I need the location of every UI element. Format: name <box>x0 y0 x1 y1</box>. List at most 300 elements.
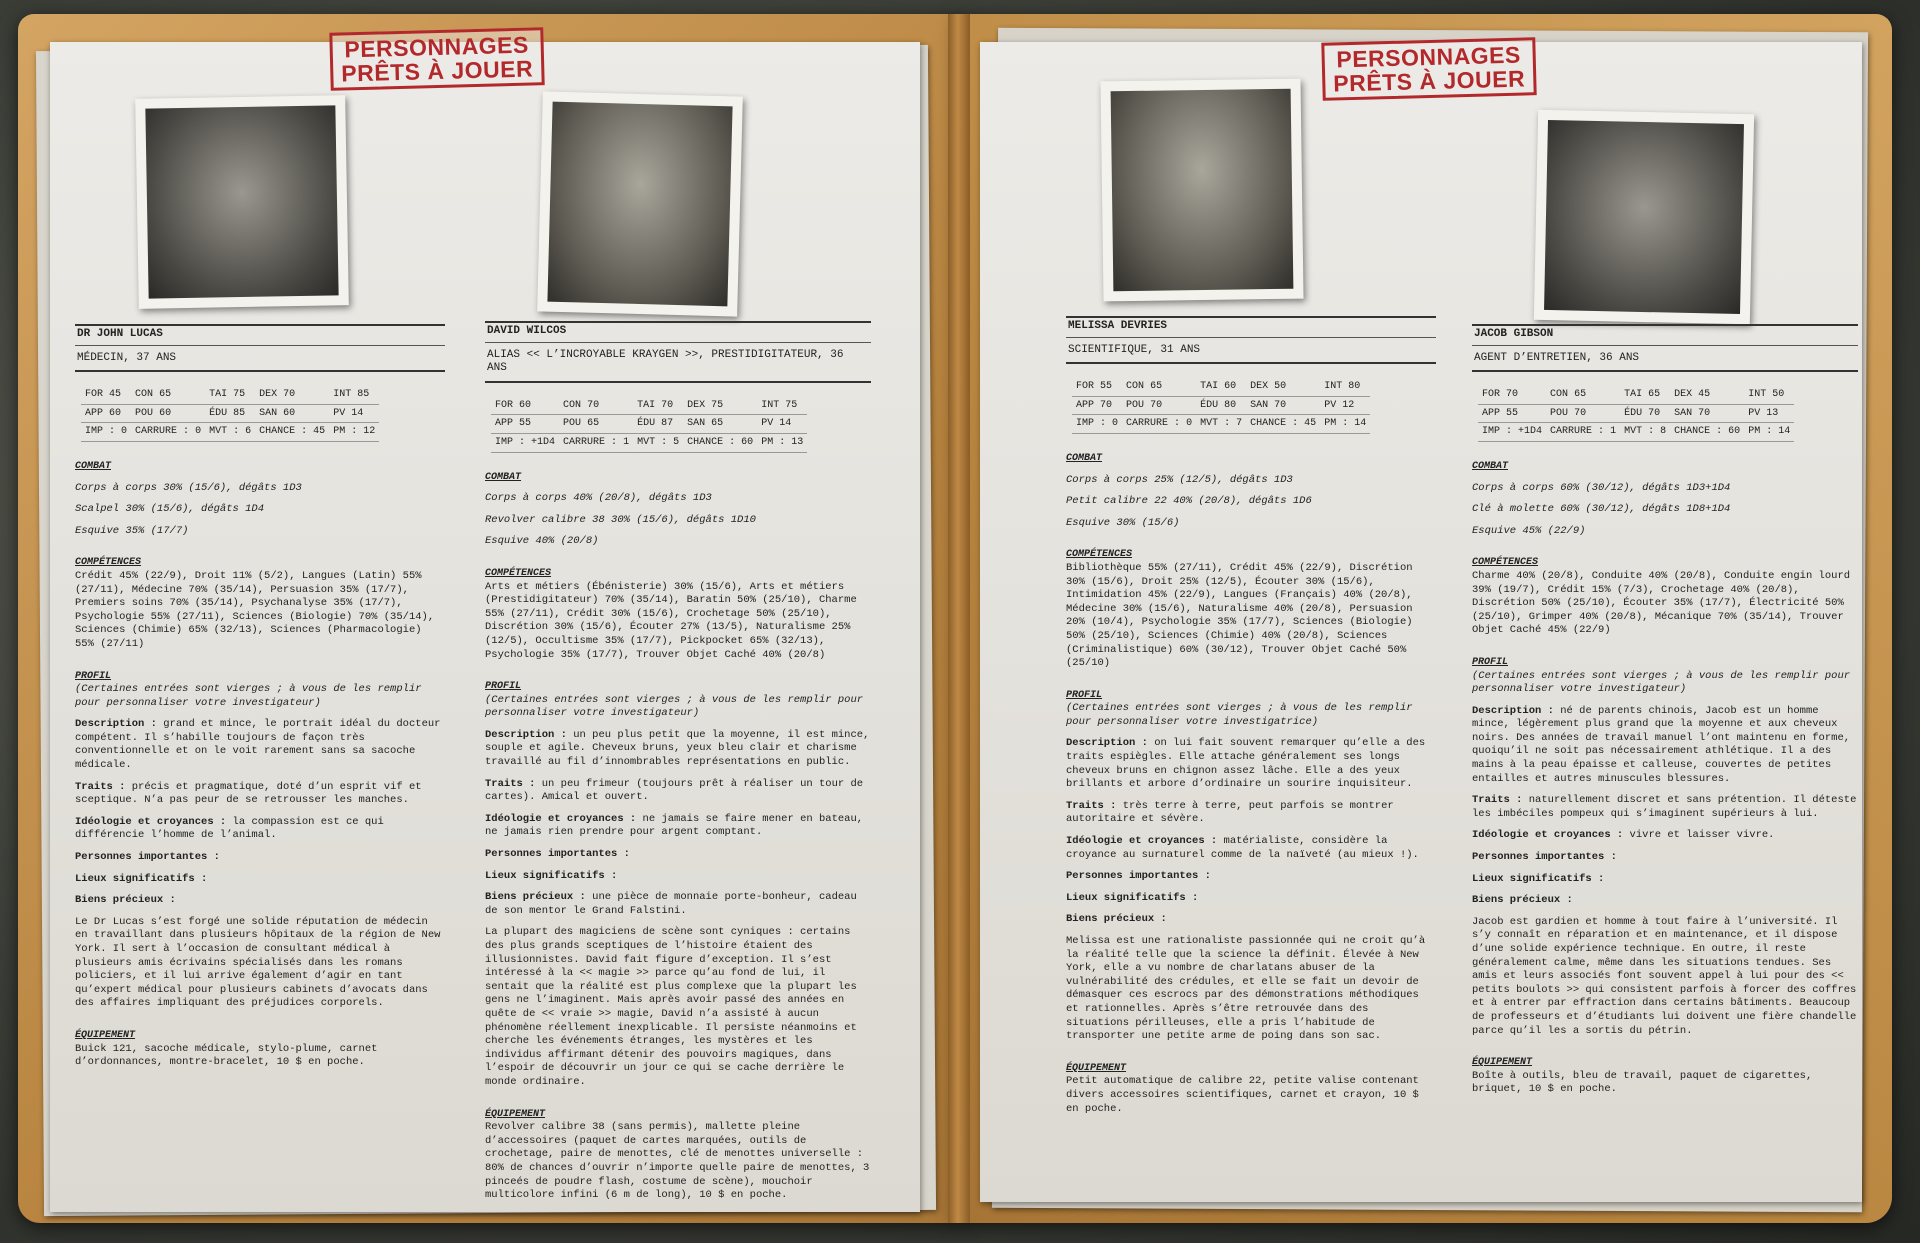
profile-field-ideologie <box>1066 835 1436 862</box>
profile-note: (Certaines entrées sont vierges ; à vous de les remplir pour personnaliser votre investigateur) <box>485 693 864 720</box>
stamp-line: PERSONNAGES <box>1336 41 1522 73</box>
stat-cell <box>329 423 379 442</box>
profile-label: Lieux significatifs : <box>485 869 618 882</box>
section-heading-competences: COMPÉTENCES <box>75 557 142 569</box>
stat-cell <box>757 433 807 452</box>
stamp-line: PRÊTS À JOUER <box>1333 65 1526 97</box>
stat-value: 65 <box>587 418 600 430</box>
profile-field-personnes <box>485 848 871 862</box>
section-heading-combat: COMBAT <box>75 460 112 472</box>
stat-value: 13 <box>1766 407 1779 419</box>
combat-line: Petit calibre 22 40% (20/8), dégâts 1D6 <box>1066 495 1312 508</box>
stat-cell <box>1478 386 1546 404</box>
stat-label: MVT : <box>637 436 668 448</box>
stat-label: APP <box>1482 407 1501 419</box>
stat-value: +1D4 <box>531 436 556 448</box>
stat-cell <box>131 423 205 442</box>
stat-value: 50 <box>1274 381 1287 393</box>
stat-cell <box>329 404 379 423</box>
stats-row <box>491 415 807 434</box>
stat-value: 70 <box>1150 399 1163 411</box>
stat-value: 65 <box>1648 389 1661 401</box>
stat-label: POU <box>563 418 582 430</box>
stat-cell <box>1620 386 1670 404</box>
stat-value: 55 <box>1100 381 1113 393</box>
stat-value: 55 <box>519 418 532 430</box>
stat-value: 75 <box>233 389 246 401</box>
stat-label: INT <box>1324 381 1343 393</box>
stats-row <box>1072 378 1370 396</box>
stat-label: CON <box>1550 389 1569 401</box>
stat-label: DEX <box>259 389 278 401</box>
stat-label: ÉDU <box>1624 407 1643 419</box>
profile-label: Idéologie et croyances : <box>1472 829 1624 842</box>
stat-cell <box>1122 415 1196 434</box>
stat-value: 55 <box>1506 407 1519 419</box>
profile-value: une pièce de monnaie porte-bonheur, cadeau de son mentor le Grand Falstini. <box>485 891 857 917</box>
profile-value: on lui fait souvent remarquer qu’elle a des traits espiègles. Elle attache généralement ses longs cheveux bruns en chignon assez lâche. Elle a des yeux brillants et arbore d’ordinaire un sourire inquisiteur. <box>1066 737 1426 791</box>
combat-line: Esquive 35% (17/7) <box>75 524 189 537</box>
portrait-image <box>547 102 732 307</box>
portrait-photo <box>135 95 349 309</box>
profile-label: Description : <box>485 728 567 741</box>
profile-field-personnes <box>75 851 445 865</box>
profile-label: Lieux significatifs : <box>1472 872 1605 885</box>
profile-label: Traits : <box>1066 799 1117 812</box>
stat-cell <box>491 415 559 434</box>
stamp-line: PERSONNAGES <box>344 31 530 63</box>
stat-label: INT <box>1748 389 1767 401</box>
stat-label: CARRURE : <box>563 436 618 448</box>
stat-value: 12 <box>1342 399 1355 411</box>
stat-value: 6 <box>245 426 252 438</box>
stat-cell <box>131 404 205 423</box>
profile-field-biens <box>1066 913 1436 927</box>
stat-label: INT <box>761 399 780 411</box>
stat-cell <box>1246 415 1320 434</box>
stat-cell <box>633 397 683 415</box>
combat-line: Corps à corps 60% (30/12), dégâts 1D3+1D4 <box>1472 481 1731 494</box>
profile-value: matérialiste, considère la croyance au surnaturel comme de la naïveté (au mieux !). <box>1066 835 1419 861</box>
stat-cell <box>255 386 329 404</box>
stat-value: 45 <box>1698 389 1711 401</box>
stat-value: 14 <box>1354 418 1367 430</box>
stat-label: TAI <box>1200 381 1219 393</box>
stat-label: SAN <box>259 407 278 419</box>
character-sheet <box>1472 324 1858 1097</box>
stat-value: 75 <box>711 399 724 411</box>
stat-value: 70 <box>1648 407 1661 419</box>
stat-label: ÉDU <box>209 407 228 419</box>
stat-value: 45 <box>313 426 326 438</box>
section-heading-equipement: ÉQUIPEMENT <box>485 1108 546 1120</box>
combat-line: Clé à molette 60% (30/12), dégâts 1D8+1D4 <box>1472 503 1731 516</box>
profile-label: Personnes importantes : <box>1066 870 1211 883</box>
skills-text: Bibliothèque 55% (27/11), Crédit 45% (22/9), Discrétion 30% (15/6), Droit 25% (12/5), Écouter 30% (15/6), Intimidation 45% (22/9), Langues (Français) 40% (20/8), Médecine 30% (15/6), Naturalisme 40% (20/8), Persuasion 20% (10/4), Psychologie 35% (17/7), Sciences (Biologie) 50% (25/10), Sciences (Chimie) 40% (20/8), Sciences (Criminalistique) 60% (30/12), Trouver Objet Caché 50% (25/10) <box>1066 561 1413 670</box>
profile-field-personnes <box>1472 851 1858 865</box>
stat-value: 1 <box>623 436 630 448</box>
stats-row <box>491 397 807 415</box>
combat-line: Scalpel 30% (15/6), dégâts 1D4 <box>75 503 265 516</box>
stat-cell <box>1744 386 1794 404</box>
profile-field-lieux <box>485 870 871 884</box>
stat-label: DEX <box>687 399 706 411</box>
stats-table <box>1478 386 1794 442</box>
stat-label: MVT : <box>209 426 240 438</box>
stat-label: IMP : <box>85 426 116 438</box>
stat-value: 70 <box>283 389 296 401</box>
stat-value: 80 <box>1224 399 1237 411</box>
stat-label: CHANCE : <box>1674 426 1723 438</box>
stat-cell <box>1320 396 1370 415</box>
stat-value: 50 <box>1772 389 1785 401</box>
skills-text: Charme 40% (20/8), Conduite 40% (20/8), Conduite engin lourd 39% (19/7), Crédit 15% (7/3), Crochetage 40% (20/8), Discrétion 50% (25/10), Écouter 35% (17/7), Électricité 50% (25/10), Grimper 40% (20/8), Mécanique 70% (35/14), Trouver Objet Caché 45% (22/9) <box>1472 569 1851 637</box>
stat-value: 8 <box>1660 426 1667 438</box>
combat-line: Esquive 40% (20/8) <box>485 535 599 548</box>
stat-value: 65 <box>1150 381 1163 393</box>
equipment-text: Petit automatique de calibre 22, petite valise contenant divers accessoires scientifiques, carnet et crayon, 10 $ en poche. <box>1066 1075 1419 1115</box>
profile-label: Lieux significatifs : <box>75 872 208 885</box>
stat-label: ÉDU <box>637 418 656 430</box>
section-heading-competences: COMPÉTENCES <box>1472 557 1539 569</box>
stat-cell <box>1196 415 1246 434</box>
stat-label: MVT : <box>1200 418 1231 430</box>
stat-cell <box>1478 404 1546 423</box>
profile-field-ideologie <box>485 813 871 840</box>
stat-cell <box>1744 404 1794 423</box>
portrait-photo <box>1100 79 1303 302</box>
stat-value: 65 <box>711 418 724 430</box>
profile-field-traits <box>1066 800 1436 827</box>
stats-row <box>81 404 379 423</box>
stat-cell <box>205 404 255 423</box>
profile-label: Traits : <box>1472 794 1523 807</box>
stat-cell <box>1246 378 1320 396</box>
stat-cell <box>1546 404 1620 423</box>
stat-cell <box>81 404 131 423</box>
profile-value: un peu plus petit que la moyenne, il est mince, souple et agile. Cheveux bruns, yeux bleu clair et charisme travaillé au fil d’innombrables représentations en public. <box>485 728 870 769</box>
stamp-personnages <box>329 27 544 91</box>
stat-label: DEX <box>1674 389 1693 401</box>
section-heading-equipement: ÉQUIPEMENT <box>1472 1057 1533 1069</box>
stat-label: PM : <box>1324 418 1349 430</box>
stat-value: 45 <box>109 389 122 401</box>
stat-value: 14 <box>351 407 364 419</box>
stat-label: SAN <box>1250 399 1269 411</box>
stat-label: APP <box>1076 399 1095 411</box>
profile-label: Biens précieux : <box>485 891 586 904</box>
profile-field-traits <box>1472 794 1858 821</box>
profile-field-ideologie <box>75 816 445 843</box>
stat-label: APP <box>85 407 104 419</box>
stat-label: CON <box>563 399 582 411</box>
section-heading-profil: PROFIL <box>485 681 522 693</box>
equipment-text: Boîte à outils, bleu de travail, paquet de cigarettes, briquet, 10 $ en poche. <box>1472 1069 1813 1096</box>
portrait-image <box>1544 120 1744 314</box>
stat-label: FOR <box>495 399 514 411</box>
stat-cell <box>559 433 633 452</box>
combat-line: Corps à corps 30% (15/6), dégâts 1D3 <box>75 481 302 494</box>
profile-label: Biens précieux : <box>75 894 176 907</box>
stat-cell <box>1072 415 1122 434</box>
profile-value: naturellement discret et sans prétention. Il déteste les imbéciles pompeux qui s’imaginent supérieurs à lui. <box>1472 794 1857 820</box>
stat-cell <box>1670 404 1744 423</box>
stat-value: 60 <box>109 407 122 419</box>
backstory-text: Jacob est gardien et homme à tout faire à l’université. Il s’y connaît en réparation et en maintenance, et il dispose d’une solide expérience technique. En outre, il reste généralement calme, même dans les situations tendues. Ses amis et leurs associés font souvent appel à lui pour des << petits boulots >> qui consistent parfois à forcer des coffres et à entrer par effraction dans certains bâtiments. Beaucoup de professeurs et d’étudiants lui doivent une fière chandelle parce qu’il les a sortis du pétrin. <box>1472 915 1857 1037</box>
section-heading-equipement: ÉQUIPEMENT <box>1066 1062 1127 1074</box>
profile-value: très terre à terre, peut parfois se montrer autoritaire et sévère. <box>1066 799 1394 826</box>
stats-table <box>491 397 807 453</box>
stat-label: CARRURE : <box>135 426 190 438</box>
profile-label: Description : <box>1472 704 1554 717</box>
stat-value: 60 <box>283 407 296 419</box>
stat-value: 13 <box>791 436 804 448</box>
section-heading-profil: PROFIL <box>75 670 112 682</box>
stat-cell <box>1072 396 1122 415</box>
stat-cell <box>1670 386 1744 404</box>
stat-label: CARRURE : <box>1126 418 1181 430</box>
stat-cell <box>1122 378 1196 396</box>
character-name: DR JOHN LUCAS <box>75 324 445 346</box>
character-name: JACOB GIBSON <box>1472 324 1858 346</box>
stamp-line: PRÊTS À JOUER <box>341 55 534 87</box>
section-heading-combat: COMBAT <box>1066 452 1103 464</box>
stat-cell <box>633 433 683 452</box>
stat-label: PV <box>761 418 774 430</box>
stat-label: TAI <box>1624 389 1643 401</box>
stat-value: 70 <box>1100 399 1113 411</box>
stat-value: 60 <box>159 407 172 419</box>
character-occupation: MÉDECIN, 37 ANS <box>75 346 445 373</box>
stat-value: 14 <box>1778 426 1791 438</box>
stat-value: 5 <box>673 436 680 448</box>
stats-row <box>1478 423 1794 442</box>
folder-spine <box>948 14 970 1223</box>
stat-value: 85 <box>357 389 370 401</box>
stat-label: TAI <box>637 399 656 411</box>
stat-cell <box>1620 423 1670 442</box>
profile-note: (Certaines entrées sont vierges ; à vous de les remplir pour personnaliser votre investigateur) <box>75 683 422 709</box>
profile-label: Biens précieux : <box>1472 894 1573 907</box>
stamp-personnages <box>1321 37 1536 101</box>
character-sheet <box>75 324 445 1070</box>
stat-label: PV <box>1324 399 1337 411</box>
backstory-text: Le Dr Lucas s’est forgé une solide réputation de médecin en travaillant dans plusieurs hôpitaux de la région de New York. Il sert à l’occasion de consultant médical à plusieurs amis écrivains spécialisés dans les romans policiers, et il lui arrive également d’agir en tant qu’expert médical pour plusieurs cabinets d’avocats dans des affaires impliquant des préjudices corporels. <box>75 915 441 1010</box>
stat-value: 70 <box>1274 399 1287 411</box>
stat-cell <box>1320 378 1370 396</box>
stat-value: 45 <box>1304 418 1317 430</box>
stat-cell <box>1196 378 1246 396</box>
stat-cell <box>81 386 131 404</box>
section-heading-equipement: ÉQUIPEMENT <box>75 1029 136 1041</box>
stat-cell <box>81 423 131 442</box>
stat-value: 0 <box>1112 418 1119 430</box>
stat-value: 12 <box>363 426 376 438</box>
stat-label: POU <box>135 407 154 419</box>
profile-value: précis et pragmatique, doté d’un esprit vif et sceptique. N’a pas peur de se retrousser les manches. <box>75 780 422 807</box>
stat-cell <box>1320 415 1370 434</box>
stat-cell <box>491 433 559 452</box>
profile-field-biens <box>485 891 871 918</box>
profile-label: Lieux significatifs : <box>1066 891 1199 904</box>
stat-label: IMP : <box>495 436 526 448</box>
profile-label: Traits : <box>75 780 126 793</box>
stat-cell <box>1670 423 1744 442</box>
stat-label: SAN <box>1674 407 1693 419</box>
stat-value: 87 <box>661 418 674 430</box>
combat-line: Esquive 45% (22/9) <box>1472 524 1586 537</box>
stat-value: 85 <box>233 407 246 419</box>
profile-label: Personnes importantes : <box>1472 851 1617 864</box>
stat-value: 70 <box>587 399 600 411</box>
profile-field-description <box>75 718 445 772</box>
stats-table <box>1072 378 1370 434</box>
stat-value: +1D4 <box>1518 426 1543 438</box>
profile-field-lieux <box>75 873 445 887</box>
character-occupation: AGENT D’ENTRETIEN, 36 ANS <box>1472 346 1858 373</box>
backstory-text: Melissa est une rationaliste passionnée qui ne croit qu’à la réalité telle que la science la définit. Élevée à New York, elle a vu nombre de charlatans abuser de la vulnérabilité des crédules, et elle se fait un devoir de démasquer ces escrocs par des démonstrations méthodiques et rationnelles. Après s’être retrouvée dans des situations périlleuses, elle a pris l’habitude de transporter une petite arme de poing dans son sac. <box>1066 935 1426 1043</box>
stat-label: CON <box>1126 381 1145 393</box>
profile-field-traits <box>485 778 871 805</box>
stat-label: APP <box>495 418 514 430</box>
profile-value: grand et mince, le portrait idéal du docteur compétent. Il s’habille toujours de façon très conventionnelle et on le voit rarement sans sa sacoche médicale. <box>75 718 441 772</box>
stat-label: CHANCE : <box>259 426 308 438</box>
profile-note: (Certaines entrées sont vierges ; à vous de les remplir pour personnaliser votre investigateur) <box>1472 669 1851 696</box>
profile-value: né de parents chinois, Jacob est un homme mince, légèrement plus grand que la moyenne et aux cheveux noirs. Des années de travail manuel l’ont maintenu en forme, quoiqu’il ne soit pas nécessairement athlétique. Il a des mains à la peau épaisse et calleuse, couvertes de petites entailles et autres minuscules blessures. <box>1472 704 1851 785</box>
stat-label: PM : <box>333 426 358 438</box>
stat-cell <box>1196 396 1246 415</box>
stat-value: 65 <box>1574 389 1587 401</box>
stat-cell <box>683 433 757 452</box>
portrait-image <box>1111 89 1294 291</box>
stat-value: 70 <box>1506 389 1519 401</box>
stat-cell <box>1072 378 1122 396</box>
stat-value: 70 <box>1574 407 1587 419</box>
stat-label: CHANCE : <box>687 436 736 448</box>
combat-line: Esquive 30% (15/6) <box>1066 516 1180 529</box>
stat-value: 1 <box>1610 426 1617 438</box>
stat-label: ÉDU <box>1200 399 1219 411</box>
stat-value: 60 <box>519 399 532 411</box>
profile-value: ne jamais se faire mener en bateau, ne jamais rien prendre pour argent comptant. <box>485 812 864 839</box>
stat-cell <box>1122 396 1196 415</box>
profile-label: Description : <box>75 718 157 731</box>
stat-cell <box>1246 396 1320 415</box>
stat-cell <box>559 415 633 434</box>
profile-field-ideologie <box>1472 829 1858 843</box>
stat-label: FOR <box>1482 389 1501 401</box>
skills-text: Crédit 45% (22/9), Droit 11% (5/2), Langues (Latin) 55% (27/11), Médecine 70% (35/14), Persuasion 35% (17/7), Premiers soins 70% (35/14), Psychanalyse 35% (17/7), Psychologie 55% (27/11), Sciences (Biologie) 70% (35/14), Sciences (Chimie) 65% (32/13), Sciences (Pharmacologie) 55% (27/11) <box>75 569 435 650</box>
profile-label: Description : <box>1066 737 1148 750</box>
profile-value: vivre et laisser vivre. <box>1629 829 1775 842</box>
profile-label: Traits : <box>485 777 536 790</box>
stat-cell <box>683 397 757 415</box>
stat-value: 0 <box>195 426 202 438</box>
combat-line: Corps à corps 40% (20/8), dégâts 1D3 <box>485 492 712 505</box>
stat-value: 60 <box>741 436 754 448</box>
profile-field-description <box>1472 705 1858 787</box>
profile-label: Idéologie et croyances : <box>75 815 227 828</box>
stats-row <box>81 423 379 442</box>
section-heading-profil: PROFIL <box>1472 656 1509 668</box>
profile-label: Idéologie et croyances : <box>1066 835 1218 848</box>
stat-value: 0 <box>121 426 128 438</box>
stat-value: 60 <box>1224 381 1237 393</box>
profile-field-lieux <box>1472 873 1858 887</box>
stats-row <box>1072 396 1370 415</box>
stat-value: 70 <box>1698 407 1711 419</box>
stats-row <box>81 386 379 404</box>
stat-cell <box>1620 404 1670 423</box>
profile-field-biens <box>75 894 445 908</box>
section-heading-profil: PROFIL <box>1066 689 1103 701</box>
character-name: MELISSA DEVRIES <box>1066 316 1436 338</box>
stat-cell <box>1546 386 1620 404</box>
character-sheet <box>1066 316 1436 1116</box>
stat-label: PM : <box>1748 426 1773 438</box>
stat-label: PV <box>333 407 346 419</box>
profile-label: Biens précieux : <box>1066 913 1167 926</box>
stat-cell <box>255 423 329 442</box>
stat-cell <box>559 397 633 415</box>
stats-row <box>491 433 807 452</box>
character-name: DAVID WILCOS <box>485 321 871 343</box>
stat-cell <box>633 415 683 434</box>
stat-cell <box>205 386 255 404</box>
stats-row <box>1478 404 1794 423</box>
profile-field-description <box>1066 737 1436 791</box>
stat-cell <box>1478 423 1546 442</box>
profile-field-personnes <box>1066 870 1436 884</box>
stat-value: 80 <box>1348 381 1361 393</box>
stat-cell <box>329 386 379 404</box>
stat-label: IMP : <box>1482 426 1513 438</box>
stat-label: CON <box>135 389 154 401</box>
profile-note: (Certaines entrées sont vierges ; à vous de les remplir pour personnaliser votre investigatrice) <box>1066 702 1413 728</box>
stat-label: POU <box>1126 399 1145 411</box>
stat-cell <box>131 386 205 404</box>
stat-cell <box>205 423 255 442</box>
stat-value: 65 <box>159 389 172 401</box>
stat-value: 70 <box>661 399 674 411</box>
profile-label: Personnes importantes : <box>75 851 220 864</box>
skills-text: Arts et métiers (Ébénisterie) 30% (15/6), Arts et métiers (Prestidigitateur) 70% (35/14), Baratin 50% (25/10), Charme 55% (27/11), Crédit 30% (15/6), Crochetage 50% (25/10), Discrétion 30% (15/6), Écouter 27% (13/5), Naturalisme 25% (12/5), Occultisme 35% (17/7), Pickpocket 65% (32/13), Psychologie 35% (17/7), Trouver Objet Caché 40% (20/8) <box>485 580 857 661</box>
stat-cell <box>255 404 329 423</box>
profile-field-lieux <box>1066 892 1436 906</box>
portrait-photo <box>1534 110 1754 324</box>
combat-line: Revolver calibre 38 30% (15/6), dégâts 1D10 <box>485 513 756 526</box>
stat-cell <box>683 415 757 434</box>
portrait-photo <box>537 91 743 316</box>
stat-label: FOR <box>85 389 104 401</box>
stat-label: PM : <box>761 436 786 448</box>
profile-value: la compassion est ce qui différencie l’homme de l’animal. <box>75 815 384 842</box>
profile-label: Personnes importantes : <box>485 848 630 861</box>
profile-value: un peu frimeur (toujours prêt à réaliser un tour de cartes). Amical et ouvert. <box>485 777 864 804</box>
stat-label: TAI <box>209 389 228 401</box>
character-occupation: SCIENTIFIQUE, 31 ANS <box>1066 338 1436 365</box>
stat-cell <box>1744 423 1794 442</box>
stats-row <box>1072 415 1370 434</box>
stat-value: 75 <box>785 399 798 411</box>
equipment-text: Buick 121, sacoche médicale, stylo-plume, carnet d’ordonnances, montre-bracelet, 10 $ en poche. <box>75 1042 378 1069</box>
equipment-text: Revolver calibre 38 (sans permis), mallette pleine d’accessoires (paquet de cartes marquées, outils de crochetage, paire de menottes, clé de menottes universelle : 80% de chances d’ouvrir n’importe quelle paire de menottes, 3 pinceés de poudre flash, costume de scène), mouchoir multicolore infini (6 m de long), 10 $ en poche. <box>485 1121 870 1202</box>
combat-line: Corps à corps 25% (12/5), dégâts 1D3 <box>1066 473 1293 486</box>
section-heading-competences: COMPÉTENCES <box>1066 549 1133 561</box>
stat-label: INT <box>333 389 352 401</box>
stat-label: PV <box>1748 407 1761 419</box>
stat-label: MVT : <box>1624 426 1655 438</box>
